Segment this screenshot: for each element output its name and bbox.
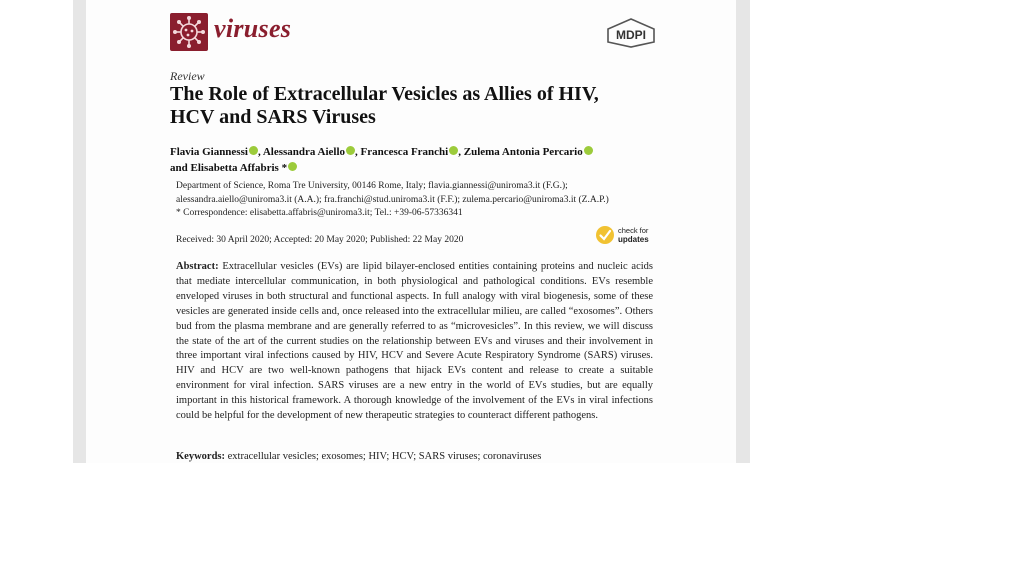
author-name: Flavia Giannessi: [170, 146, 248, 158]
affiliation-line: Department of Science, Roma Tre University, 00146 Rome, Italy; flavia.giannessi@uniroma3.it (F.G.);: [176, 181, 568, 191]
orcid-icon[interactable]: [249, 146, 258, 155]
author-name: Alessandra Aiello: [262, 146, 346, 158]
author-name: Zulema Antonia Percario: [463, 146, 583, 158]
article-type: Review: [170, 69, 205, 83]
virus-logo-icon: [170, 13, 208, 51]
journal-name: viruses: [214, 14, 292, 43]
checkmark-icon: [596, 226, 614, 244]
orcid-icon[interactable]: [449, 146, 458, 155]
author-name: Francesca Franchi: [360, 146, 449, 158]
abstract-label: Abstract:: [176, 261, 219, 272]
correspondence-line: * Correspondence: elisabetta.affabris@uniroma3.it; Tel.: +39-06-57336341: [176, 208, 463, 218]
paper-title-line-1: The Role of Extracellular Vesicles as Allies of HIV,: [170, 83, 599, 105]
paper-title-line-2: HCV and SARS Viruses: [170, 106, 376, 128]
abstract-text: Extracellular vesicles (EVs) are lipid bilayer-enclosed entities containing proteins and nucleic acids that mediate intercellular communication, in both physiological and pathological conditions. EVs resemble enveloped viruses in both structural and functional aspects. In full analogy with viral biogenesis, some of these vesicles are generated inside cells and, once released into the extracellular milieu, are called “exosomes”. Others bud from the plasma membrane and are generally referred to as “microvesicles”. In this review, we will discuss the state of the art of the current studies on the relationship between EVs and viruses and their involvement in three important viral infections caused by HIV, HCV and Severe Acute Respiratory Syndrome (SARS) viruses. HIV and HCV are two well-known pathogens that hijack EVs content and release to create a suitable environment for viral infection. SARS viruses are a new entry in the world of EVs studies, but are equally important in this historical framework. A thorough knowledge of the involvement of the EVs in viral infections could be helpful for the development of new therapeutic strategies to counteract different pathogens.: [176, 261, 653, 422]
check-for-updates-badge[interactable]: [596, 226, 656, 246]
orcid-icon[interactable]: [584, 146, 593, 155]
publisher-name: MDPI: [616, 28, 646, 42]
author-list: Flavia Giannessi , Alessandra Aiello , Francesca Franchi , Zulema Antonia Percario and Elisabetta Affabris *: [170, 144, 690, 176]
mdpi-logo: [606, 18, 656, 53]
paper-title: [170, 83, 690, 129]
keywords-text: extracellular vesicles; exosomes; HIV; HCV; SARS viruses; coronaviruses: [227, 451, 542, 462]
affiliations: [176, 180, 696, 221]
abstract: [176, 260, 653, 424]
check-updates-label: check for updates: [618, 226, 649, 244]
keywords: [176, 451, 541, 462]
orcid-icon[interactable]: [288, 162, 297, 171]
publication-dates: Received: 30 April 2020; Accepted: 20 May 2020; Published: 22 May 2020: [176, 235, 464, 245]
author-name: Elisabetta Affabris: [190, 162, 279, 174]
corresponding-mark: *: [281, 162, 288, 174]
paper-page: [86, 0, 736, 463]
orcid-icon[interactable]: [346, 146, 355, 155]
keywords-label: Keywords:: [176, 451, 225, 462]
affiliation-line: alessandra.aiello@uniroma3.it (A.A.); fra.franchi@stud.uniroma3.it (F.F.); zulema.percario@uniroma3.it (Z.A.P.): [176, 194, 609, 205]
